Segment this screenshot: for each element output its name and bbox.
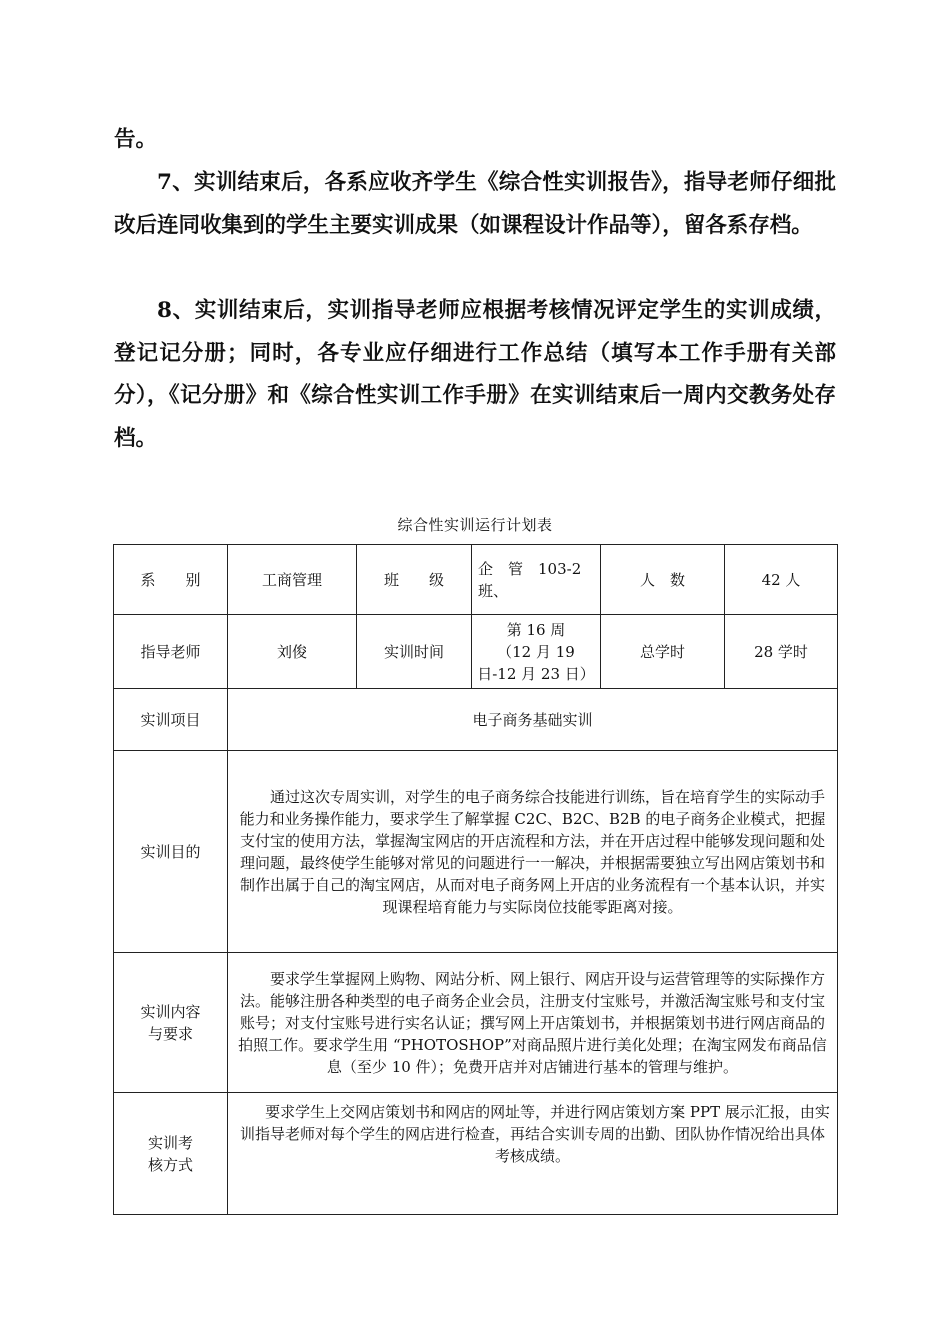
assessment-label-line1: 实训考 bbox=[147, 1133, 193, 1152]
table-row bbox=[114, 615, 838, 689]
project-label: 实训项目 bbox=[114, 689, 228, 751]
assessment-label bbox=[114, 1093, 228, 1215]
hours-value: 28 学时 bbox=[725, 615, 838, 689]
table-row bbox=[114, 751, 838, 953]
dept-label: 系 别 bbox=[114, 545, 228, 615]
paragraph-item-8: 8、实训结束后，实训指导老师应根据考核情况评定学生的实训成绩，登记记分册；同时，各专业应仔细进行工作总结（填写本工作手册有关部分），《记分册》和《综合性实训工作手册》在实训结束后一周内交教务处存档。 bbox=[114, 298, 836, 451]
content-label-line2: 与要求 bbox=[147, 1024, 193, 1043]
time-label: 实训时间 bbox=[357, 615, 472, 689]
purpose-value: 通过这次专周实训，对学生的电子商务综合技能进行训练，旨在培育学生的实际动手能力和业务操作能力，要求学生了解掌握 C2C、B2C、B2B 的电子商务企业模式，把握支付宝的使用方法，掌握淘宝网店的开店流程和方法，并在开店过程中能够发现问题和处理问题，最终使学生能够对常见的问题进行一一解决，并根据需要独立写出网店策划书和制作出属于自己的淘宝网店，从而对电子商务网上开店的业务流程有一个基本认识，并实现课程培育能力与实际岗位技能零距离对接。 bbox=[228, 751, 838, 953]
class-label: 班 级 bbox=[357, 545, 472, 615]
assessment-value: 要求学生上交网店策划书和网店的网址等，并进行网店策划方案 PPT 展示汇报，由实训指导老师对每个学生的网店进行检查，再结合实训专周的出勤、团队协作情况给出具体考核成绩。 bbox=[228, 1093, 838, 1215]
content-label-line1: 实训内容 bbox=[140, 1002, 201, 1021]
teacher-value: 刘俊 bbox=[228, 615, 357, 689]
paragraph-item-7: 7、实训结束后，各系应收齐学生《综合性实训报告》，指导老师仔细批改后连同收集到的学生主要实训成果（如课程设计作品等），留各系存档。 bbox=[114, 170, 836, 238]
table-row bbox=[114, 1093, 838, 1215]
table-caption: 综合性实训运行计划表 bbox=[397, 516, 553, 534]
count-value: 42 人 bbox=[725, 545, 838, 615]
time-value bbox=[472, 615, 601, 689]
teacher-label: 指导老师 bbox=[114, 615, 228, 689]
content-label bbox=[114, 953, 228, 1093]
hours-label: 总学时 bbox=[601, 615, 725, 689]
table-row bbox=[114, 953, 838, 1093]
training-plan-table bbox=[113, 544, 838, 1215]
table-row bbox=[114, 545, 838, 615]
assessment-label-line2: 核方式 bbox=[147, 1155, 193, 1174]
class-value: 企 管 103-2 班、 bbox=[472, 545, 601, 615]
project-value: 电子商务基础实训 bbox=[228, 689, 838, 751]
count-label: 人 数 bbox=[601, 545, 725, 615]
dept-value: 工商管理 bbox=[228, 545, 357, 615]
purpose-label: 实训目的 bbox=[114, 751, 228, 953]
table-row bbox=[114, 689, 838, 751]
content-value: 要求学生掌握网上购物、网站分析、网上银行、网店开设与运营管理等的实际操作方法。能够注册各种类型的电子商务企业会员，注册支付宝账号，并激活淘宝账号和支付宝账号；对支付宝账号进行实名认证；撰写网上开店策划书，并根据策划书进行网店商品的拍照工作。要求学生用 “PHOTOSHOP”对商品照片进行美化处理；在淘宝网发布商品信息（至少 10 件）；免费开店并对店铺进行基本的管理与维护。 bbox=[228, 953, 838, 1093]
time-week: 第 16 周 bbox=[506, 620, 566, 639]
time-range: （12 月 19 日-12 月 23 日） bbox=[477, 642, 595, 683]
paragraph-continuation: 告。 bbox=[114, 127, 158, 152]
